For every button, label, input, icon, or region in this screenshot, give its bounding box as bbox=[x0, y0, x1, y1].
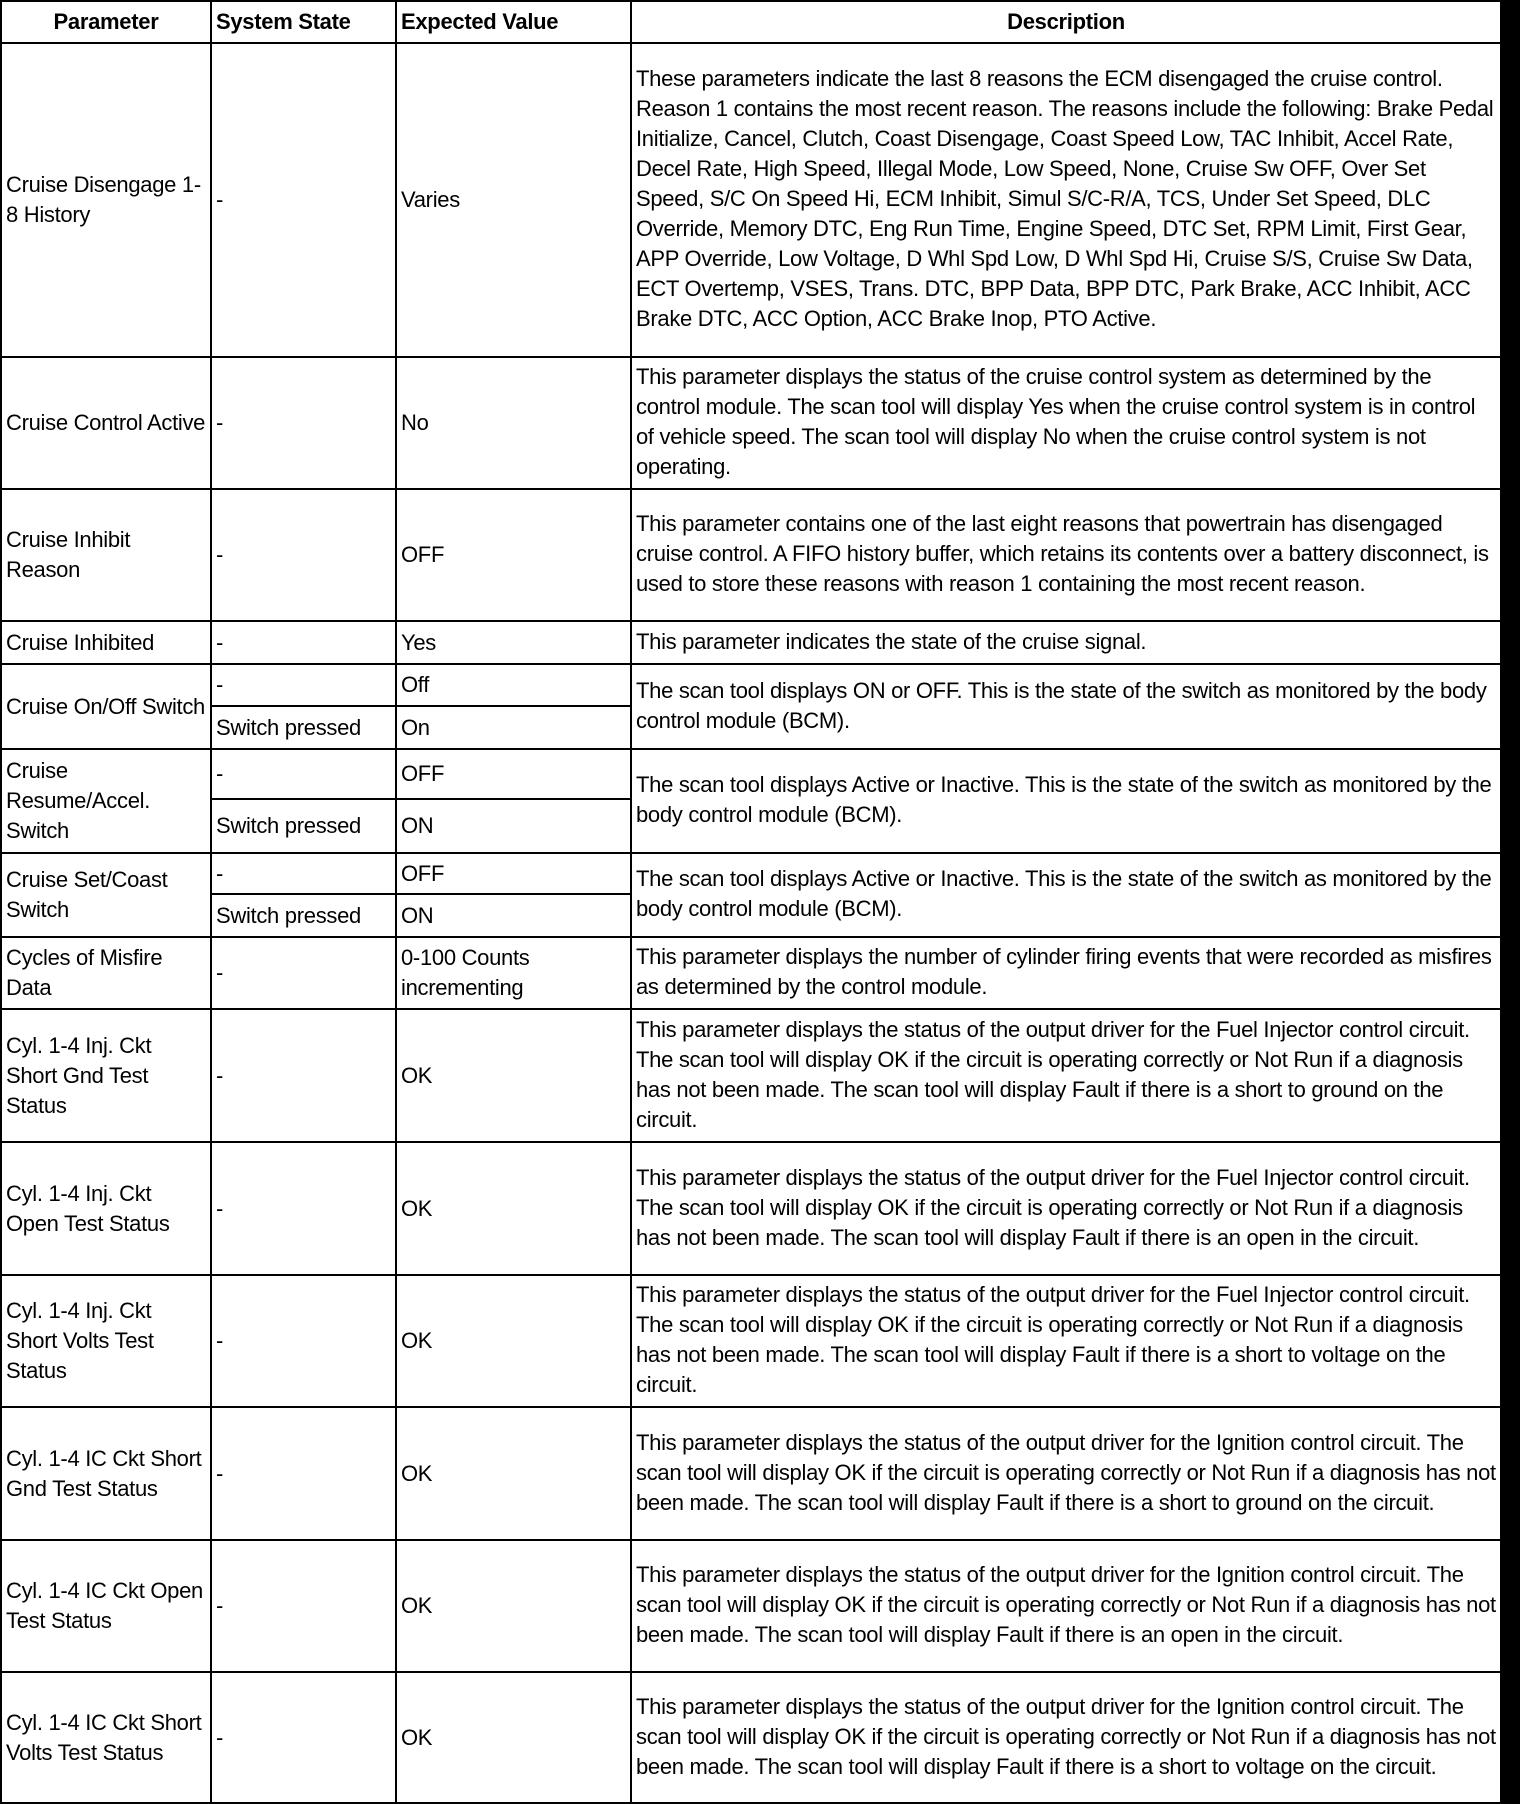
cell-description: The scan tool displays Active or Inactive. This is the state of the switch as monitored by the body control module (BCM). bbox=[631, 853, 1501, 937]
table-row bbox=[1, 43, 1501, 357]
cell-parameter: Cyl. 1-4 IC Ckt Open Test Status bbox=[1, 1540, 211, 1672]
cell-system-state: - bbox=[211, 1540, 396, 1672]
cell-parameter: Cruise Control Active bbox=[1, 357, 211, 489]
cell-parameter: Cruise Inhibited bbox=[1, 621, 211, 664]
cell-system-state: Switch pressed bbox=[211, 706, 396, 749]
cell-description: This parameter displays the status of the output driver for the Fuel Injector control circuit. The scan tool will display OK if the circuit is operating correctly or Not Run if a diagnosis has not been made. The scan tool will display Fault if there is a short to ground on the circuit. bbox=[631, 1009, 1501, 1142]
table-row bbox=[1, 1142, 1501, 1275]
table-row bbox=[1, 749, 1501, 799]
cell-description: This parameter displays the status of the output driver for the Fuel Injector control circuit. The scan tool will display OK if the circuit is operating correctly or Not Run if a diagnosis has not been made. The scan tool will display Fault if there is an open in the circuit. bbox=[631, 1142, 1501, 1275]
cell-description: This parameter displays the status of the cruise control system as determined by the control module. The scan tool will display Yes when the cruise control system is in control of vehicle speed. The scan tool will display No when the cruise control system is not operating. bbox=[631, 357, 1501, 489]
cell-description: This parameter contains one of the last eight reasons that powertrain has disengaged cruise control. A FIFO history buffer, which retains its contents over a battery disconnect, is used to store these reasons with reason 1 containing the most recent reason. bbox=[631, 489, 1501, 621]
table-row bbox=[1, 1009, 1501, 1142]
right-edge-band bbox=[1500, 0, 1520, 1804]
cell-parameter: Cyl. 1-4 Inj. Ckt Open Test Status bbox=[1, 1142, 211, 1275]
cell-system-state: - bbox=[211, 1009, 396, 1142]
table-header-row bbox=[1, 1, 1501, 43]
cell-expected-value: On bbox=[396, 706, 631, 749]
cell-system-state: - bbox=[211, 1142, 396, 1275]
cell-expected-value: OFF bbox=[396, 853, 631, 894]
cell-expected-value: OK bbox=[396, 1142, 631, 1275]
cell-expected-value: 0-100 Counts incrementing bbox=[396, 937, 631, 1009]
cell-system-state: Switch pressed bbox=[211, 799, 396, 853]
cell-system-state: - bbox=[211, 489, 396, 621]
cell-system-state: Switch pressed bbox=[211, 894, 396, 937]
table-row bbox=[1, 1407, 1501, 1540]
cell-description: This parameter displays the status of the output driver for the Ignition control circuit. The scan tool will display OK if the circuit is operating correctly or Not Run if a diagnosis has not been made. The scan tool will display Fault if there is a short to voltage on the circuit. bbox=[631, 1672, 1501, 1803]
cell-expected-value: ON bbox=[396, 894, 631, 937]
table-row bbox=[1, 621, 1501, 664]
cell-parameter: Cycles of Misfire Data bbox=[1, 937, 211, 1009]
cell-parameter: Cyl. 1-4 Inj. Ckt Short Volts Test Status bbox=[1, 1275, 211, 1407]
cell-parameter: Cruise Disengage 1-8 History bbox=[1, 43, 211, 357]
cell-parameter: Cruise Resume/Accel. Switch bbox=[1, 749, 211, 853]
cell-description: The scan tool displays Active or Inactive. This is the state of the switch as monitored by the body control module (BCM). bbox=[631, 749, 1501, 853]
cell-expected-value: OFF bbox=[396, 489, 631, 621]
cell-parameter: Cruise Inhibit Reason bbox=[1, 489, 211, 621]
cell-expected-value: Varies bbox=[396, 43, 631, 357]
cell-description: This parameter indicates the state of the cruise signal. bbox=[631, 621, 1501, 664]
cell-system-state: - bbox=[211, 357, 396, 489]
table-row bbox=[1, 853, 1501, 894]
cell-expected-value: No bbox=[396, 357, 631, 489]
cell-system-state: - bbox=[211, 43, 396, 357]
cell-system-state: - bbox=[211, 1275, 396, 1407]
header-system-state: System State bbox=[211, 1, 396, 43]
cell-parameter: Cyl. 1-4 Inj. Ckt Short Gnd Test Status bbox=[1, 1009, 211, 1142]
cell-expected-value: OK bbox=[396, 1009, 631, 1142]
table-row bbox=[1, 664, 1501, 706]
header-description: Description bbox=[631, 1, 1501, 43]
cell-system-state: - bbox=[211, 621, 396, 664]
cell-parameter: Cyl. 1-4 IC Ckt Short Volts Test Status bbox=[1, 1672, 211, 1803]
table-row bbox=[1, 937, 1501, 1009]
table-row bbox=[1, 489, 1501, 621]
cell-parameter: Cruise On/Off Switch bbox=[1, 664, 211, 749]
cell-expected-value: OFF bbox=[396, 749, 631, 799]
cell-system-state: - bbox=[211, 749, 396, 799]
cell-system-state: - bbox=[211, 937, 396, 1009]
cell-expected-value: Off bbox=[396, 664, 631, 706]
table-row bbox=[1, 1672, 1501, 1803]
cell-parameter: Cyl. 1-4 IC Ckt Short Gnd Test Status bbox=[1, 1407, 211, 1540]
cell-expected-value: Yes bbox=[396, 621, 631, 664]
table-row bbox=[1, 357, 1501, 489]
cell-expected-value: OK bbox=[396, 1540, 631, 1672]
table-row bbox=[1, 1275, 1501, 1407]
cell-description: This parameter displays the status of the output driver for the Ignition control circuit. The scan tool will display OK if the circuit is operating correctly or Not Run if a diagnosis has not been made. The scan tool will display Fault if there is a short to ground on the circuit. bbox=[631, 1407, 1501, 1540]
cell-expected-value: OK bbox=[396, 1275, 631, 1407]
cell-expected-value: ON bbox=[396, 799, 631, 853]
cell-description: The scan tool displays ON or OFF. This is the state of the switch as monitored by the body control module (BCM). bbox=[631, 664, 1501, 749]
cell-system-state: - bbox=[211, 853, 396, 894]
cell-parameter: Cruise Set/Coast Switch bbox=[1, 853, 211, 937]
cell-expected-value: OK bbox=[396, 1407, 631, 1540]
cell-description: This parameter displays the status of the output driver for the Fuel Injector control circuit. The scan tool will display OK if the circuit is operating correctly or Not Run if a diagnosis has not been made. The scan tool will display Fault if there is a short to voltage on the circuit. bbox=[631, 1275, 1501, 1407]
cell-description: These parameters indicate the last 8 reasons the ECM disengaged the cruise control. Reason 1 contains the most recent reason. The reasons include the following: Brake Pedal Initialize, Cancel, Clutch, Coast Disengage, Coast Speed Low, TAC Inhibit, Accel Rate, Decel Rate, High Speed, Illegal Mode, Low Speed, None, Cruise Sw OFF, Over Set Speed, S/C On Speed Hi, ECM Inhibit, Simul S/C-R/A, TCS, Under Set Speed, DLC Override, Memory DTC, Eng Run Time, Engine Speed, DTC Set, RPM Limit, First Gear, APP Override, Low Voltage, D Whl Spd Low, D Whl Spd Hi, Cruise S/S, Cruise Sw Data, ECT Overtemp, VSES, Trans. DTC, BPP Data, BPP DTC, Park Brake, ACC Inhibit, ACC Brake DTC, ACC Option, ACC Brake Inop, PTO Active. bbox=[631, 43, 1501, 357]
cell-system-state: - bbox=[211, 1672, 396, 1803]
cell-system-state: - bbox=[211, 664, 396, 706]
cell-system-state: - bbox=[211, 1407, 396, 1540]
table-row bbox=[1, 1540, 1501, 1672]
cell-description: This parameter displays the number of cylinder firing events that were recorded as misfires as determined by the control module. bbox=[631, 937, 1501, 1009]
header-parameter: Parameter bbox=[1, 1, 211, 43]
cell-expected-value: OK bbox=[396, 1672, 631, 1803]
header-expected-value: Expected Value bbox=[396, 1, 631, 43]
cell-description: This parameter displays the status of the output driver for the Ignition control circuit. The scan tool will display OK if the circuit is operating correctly or Not Run if a diagnosis has not been made. The scan tool will display Fault if there is an open in the circuit. bbox=[631, 1540, 1501, 1672]
